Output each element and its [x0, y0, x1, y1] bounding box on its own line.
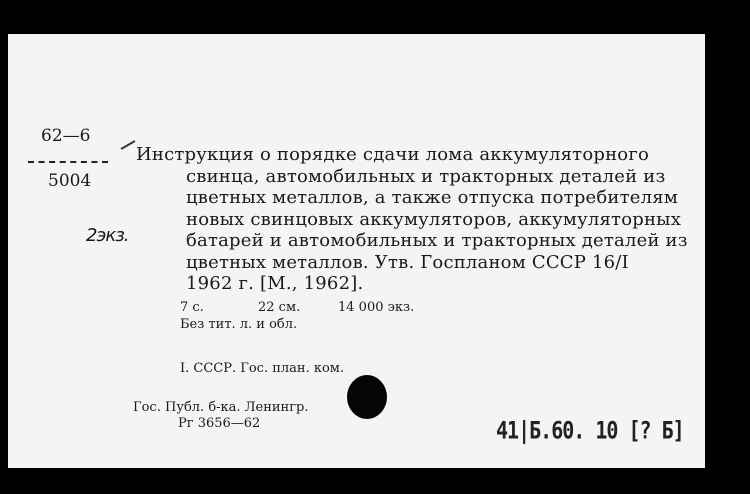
title-line: 1962 г. [М., 1962].: [186, 273, 364, 294]
catalog-card: [8, 34, 705, 468]
shelf-mark: Рг 3656—62: [178, 416, 261, 431]
handwritten-marks: 41|Б.60. 10 [? Б]: [496, 415, 684, 445]
title-line: Инструкция о порядке сдачи лома аккумуляторного: [136, 144, 649, 165]
title-line: свинца, автомобильных и тракторных деталей из: [186, 165, 666, 187]
title-line: новых свинцовых аккумуляторов, аккумуляторных: [186, 208, 682, 230]
call-number-top: 62—6: [41, 126, 91, 146]
subject-heading: I. СССР. Гос. план. ком.: [180, 361, 345, 376]
title-line: батарей и автомобильных и тракторных деталей из: [186, 230, 688, 251]
title-line: цветных металлов, а также отпуска потребителям: [186, 187, 679, 208]
call-number-bottom: 5004: [48, 171, 92, 191]
library-name: Гос. Публ. б-ка. Ленингр.: [133, 400, 309, 415]
ink-stamp-blot: [347, 375, 387, 419]
catalog-title-block: [136, 144, 688, 295]
collation-pages: 7 с.: [180, 300, 204, 315]
title-line: цветных металлов. Утв. Госпланом СССР 16/I: [186, 251, 629, 273]
collation-size: 22 см.: [258, 300, 301, 315]
call-number-divider: [28, 161, 108, 163]
collation-copies: 14 000 экз.: [338, 300, 415, 315]
bibliographic-note: Без тит. л. и обл.: [180, 317, 298, 332]
pencil-tick-mark: [121, 140, 136, 150]
handwritten-copies-note: 2экз.: [86, 225, 129, 246]
